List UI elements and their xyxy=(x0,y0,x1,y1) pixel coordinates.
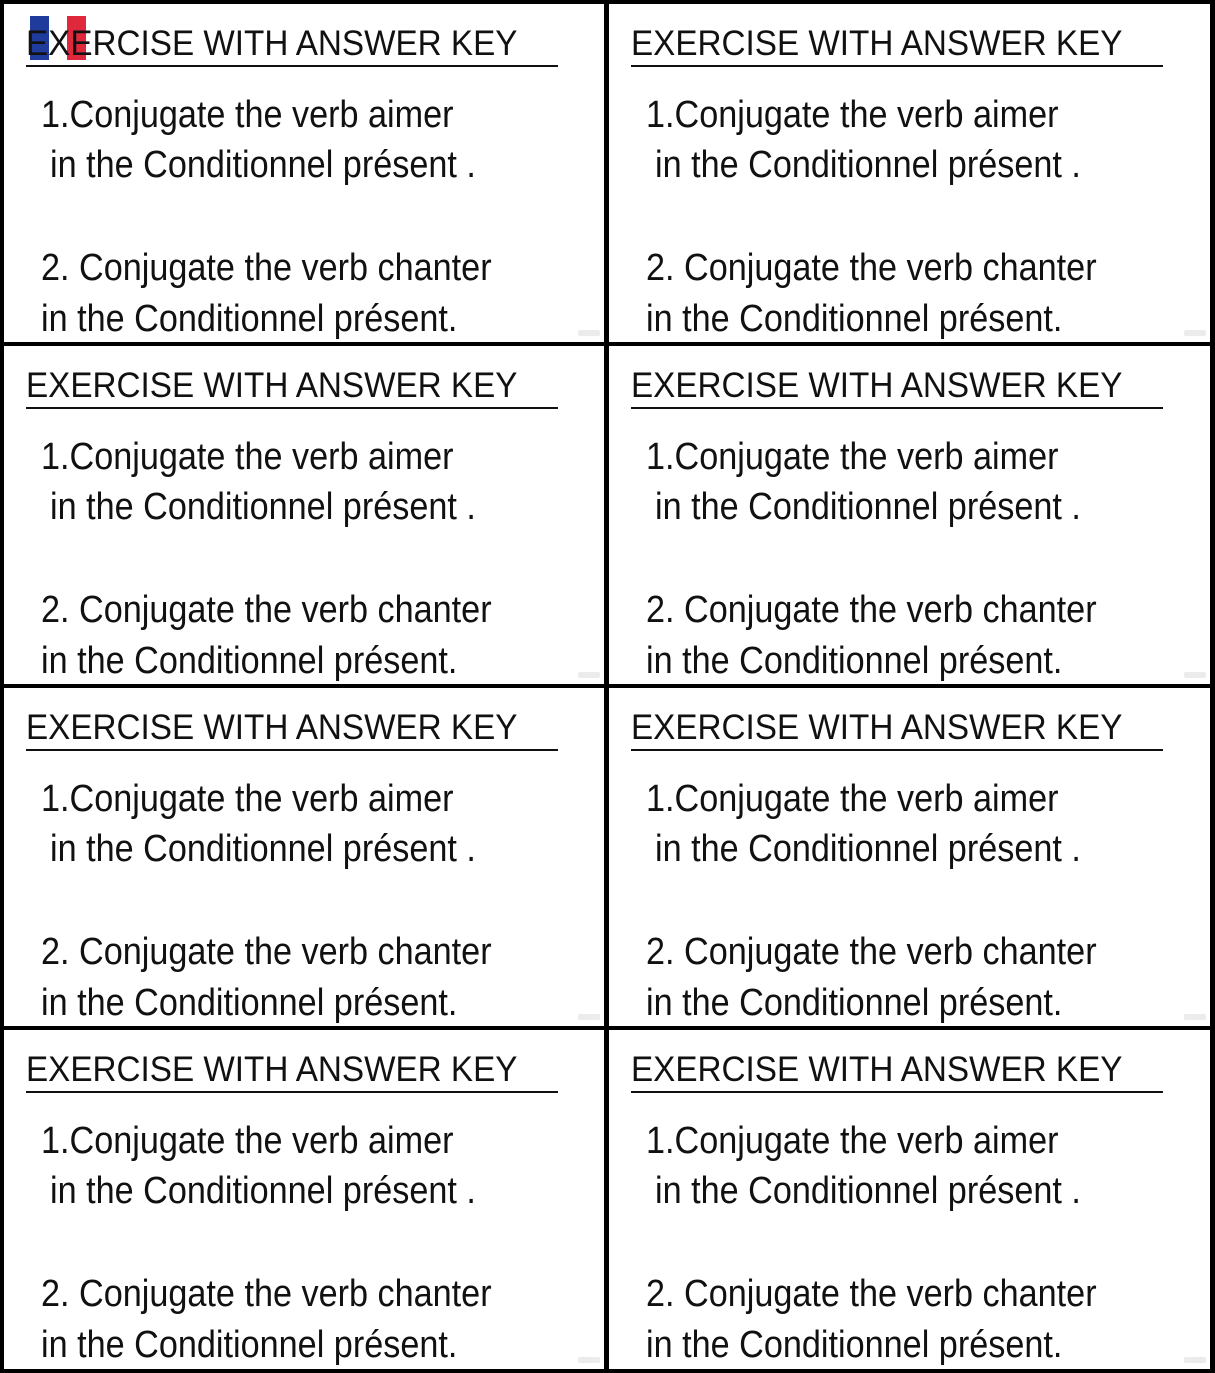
question-1-line-2: in the Conditionnel présent . xyxy=(655,828,1081,870)
question-2-line-2: in the Conditionnel présent. xyxy=(646,1324,1063,1366)
card-title: EXERCISE WITH ANSWER KEY xyxy=(631,24,1123,63)
watermark-mark xyxy=(1184,1014,1206,1020)
question-1-line-2: in the Conditionnel présent . xyxy=(50,828,476,870)
title-underline xyxy=(26,749,558,751)
watermark-mark xyxy=(1184,330,1206,336)
question-2-line-1: 2. Conjugate the verb chanter xyxy=(41,589,492,631)
exercise-card-4 xyxy=(609,346,1210,684)
title-underline xyxy=(631,65,1163,67)
title-underline xyxy=(631,407,1163,409)
question-2-line-2: in the Conditionnel présent. xyxy=(646,640,1063,682)
question-1-line-2: in the Conditionnel présent . xyxy=(655,486,1081,528)
watermark-mark xyxy=(578,330,600,336)
question-2-line-1: 2. Conjugate the verb chanter xyxy=(41,1273,492,1315)
question-2-line-2: in the Conditionnel présent. xyxy=(41,1324,458,1366)
card-title: EXERCISE WITH ANSWER KEY xyxy=(631,366,1123,405)
question-2-line-2: in the Conditionnel présent. xyxy=(41,640,458,682)
question-2-line-1: 2. Conjugate the verb chanter xyxy=(646,1273,1097,1315)
question-1-line-1: 1.Conjugate the verb aimer xyxy=(646,1120,1059,1162)
watermark-mark xyxy=(578,1357,600,1363)
question-2-line-2: in the Conditionnel présent. xyxy=(41,298,458,340)
question-2-line-1: 2. Conjugate the verb chanter xyxy=(646,247,1097,289)
question-1-line-2: in the Conditionnel présent . xyxy=(655,1170,1081,1212)
question-1-line-1: 1.Conjugate the verb aimer xyxy=(646,94,1059,136)
question-2-line-2: in the Conditionnel présent. xyxy=(646,298,1063,340)
exercise-card-6 xyxy=(609,688,1210,1026)
exercise-card-2 xyxy=(609,4,1210,342)
watermark-mark xyxy=(1184,1357,1206,1363)
title-underline xyxy=(26,1091,558,1093)
question-2-line-1: 2. Conjugate the verb chanter xyxy=(646,931,1097,973)
card-title: EXERCISE WITH ANSWER KEY xyxy=(631,708,1123,747)
exercise-card-8 xyxy=(609,1030,1210,1369)
question-1-line-2: in the Conditionnel présent . xyxy=(50,144,476,186)
title-underline xyxy=(26,65,558,67)
question-1-line-2: in the Conditionnel présent . xyxy=(50,486,476,528)
exercise-card-1 xyxy=(4,4,604,342)
question-1-line-1: 1.Conjugate the verb aimer xyxy=(646,436,1059,478)
question-2-line-1: 2. Conjugate the verb chanter xyxy=(41,931,492,973)
watermark-mark xyxy=(1184,672,1206,678)
card-title: EXERCISE WITH ANSWER KEY xyxy=(26,24,518,63)
exercise-card-7 xyxy=(4,1030,604,1369)
card-title: EXERCISE WITH ANSWER KEY xyxy=(26,1050,518,1089)
question-2-line-1: 2. Conjugate the verb chanter xyxy=(41,247,492,289)
title-underline xyxy=(631,1091,1163,1093)
watermark-mark xyxy=(578,672,600,678)
question-1-line-1: 1.Conjugate the verb aimer xyxy=(41,778,454,820)
question-2-line-1: 2. Conjugate the verb chanter xyxy=(646,589,1097,631)
question-1-line-1: 1.Conjugate the verb aimer xyxy=(646,778,1059,820)
card-title: EXERCISE WITH ANSWER KEY xyxy=(26,708,518,747)
card-title: EXERCISE WITH ANSWER KEY xyxy=(631,1050,1123,1089)
watermark-mark xyxy=(578,1014,600,1020)
card-title: EXERCISE WITH ANSWER KEY xyxy=(26,366,518,405)
question-1-line-1: 1.Conjugate the verb aimer xyxy=(41,436,454,478)
question-1-line-1: 1.Conjugate the verb aimer xyxy=(41,1120,454,1162)
question-1-line-2: in the Conditionnel présent . xyxy=(655,144,1081,186)
title-underline xyxy=(26,407,558,409)
title-underline xyxy=(631,749,1163,751)
question-2-line-2: in the Conditionnel présent. xyxy=(646,982,1063,1024)
exercise-card-5 xyxy=(4,688,604,1026)
question-1-line-1: 1.Conjugate the verb aimer xyxy=(41,94,454,136)
exercise-card-3 xyxy=(4,346,604,684)
question-1-line-2: in the Conditionnel présent . xyxy=(50,1170,476,1212)
question-2-line-2: in the Conditionnel présent. xyxy=(41,982,458,1024)
